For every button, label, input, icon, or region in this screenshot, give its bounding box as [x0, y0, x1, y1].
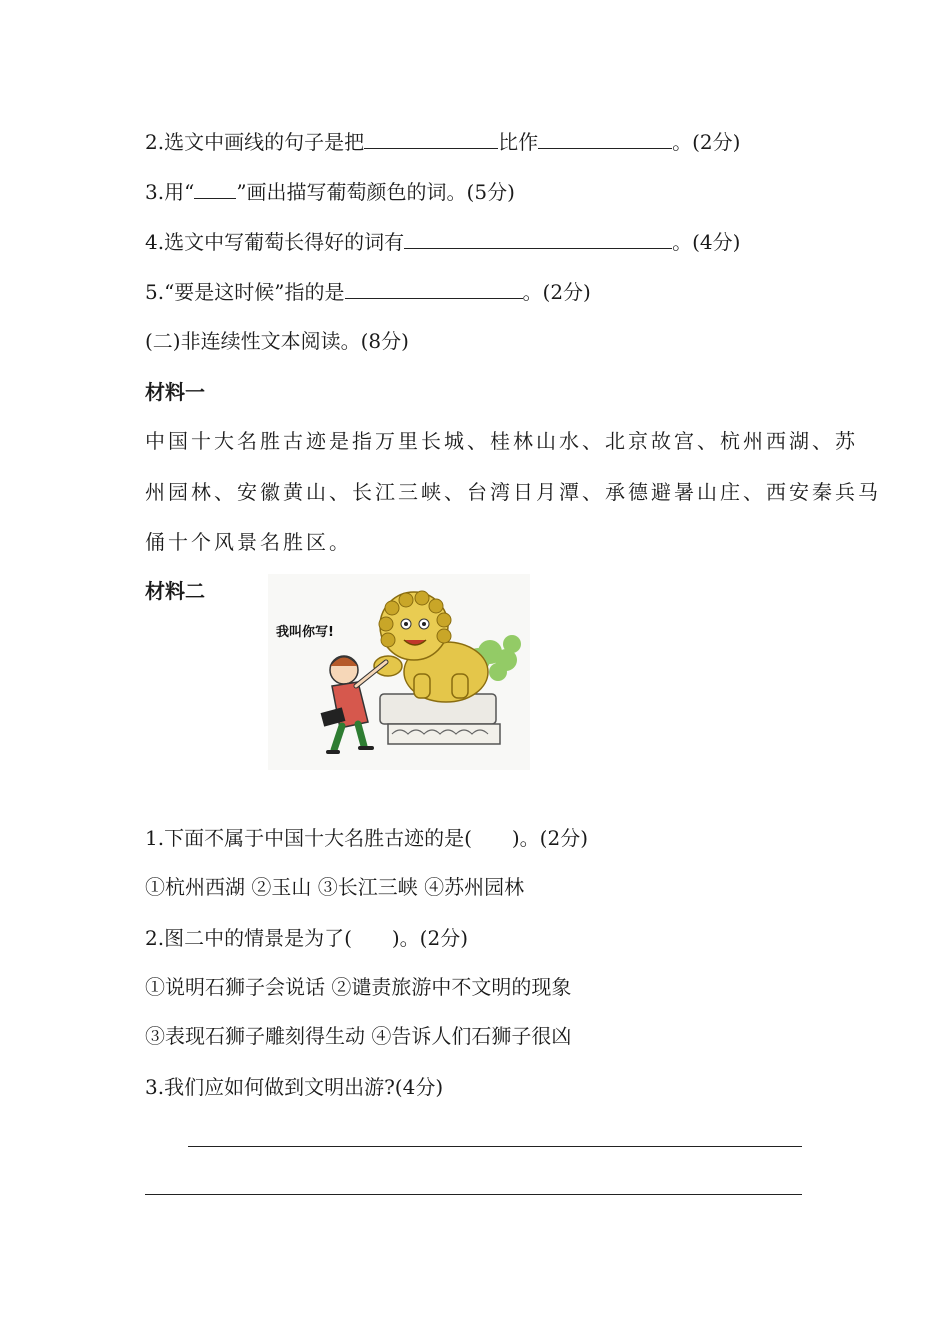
answer-blank[interactable] — [538, 128, 672, 149]
question-2 — [145, 128, 740, 156]
material-question-2: 2.图二中的情景是为了( )。(2分) — [145, 926, 469, 950]
q4-prefix: 4.选文中写葡萄长得好的词有 — [145, 230, 405, 254]
material-1-line: 州园林、安徽黄山、长江三峡、台湾日月潭、承德避暑山庄、西安秦兵马 — [145, 480, 881, 504]
lion-statue-cartoon — [268, 574, 530, 770]
question-5 — [145, 278, 591, 306]
answer-blank[interactable] — [345, 278, 523, 299]
section-title: (二)非连续性文本阅读。(8分) — [145, 329, 409, 353]
answer-blank[interactable] — [364, 128, 498, 149]
q5-suffix: 。(2分) — [522, 280, 591, 304]
answer-line[interactable] — [145, 1194, 802, 1195]
answer-line[interactable] — [188, 1146, 802, 1147]
material-1-heading: 材料一 — [145, 380, 205, 404]
q2-prefix: 2.选文中画线的句子是把 — [145, 130, 365, 154]
material-question-2-options-b: ③表现石狮子雕刻得生动 ④告诉人们石狮子很凶 — [145, 1024, 572, 1048]
speech-text: 我叫你写! — [276, 625, 334, 640]
material-1-line: 俑十个风景名胜区。 — [145, 530, 352, 554]
underline-sample — [194, 178, 236, 199]
material-question-1: 1.下面不属于中国十大名胜古迹的是( )。(2分) — [145, 826, 589, 850]
q2-suffix: 。(2分) — [672, 130, 741, 154]
q5-prefix: 5.“要是这时候”指的是 — [145, 280, 345, 304]
material-question-1-options: ①杭州西湖 ②玉山 ③长江三峡 ④苏州园林 — [145, 875, 525, 899]
material-2-heading: 材料二 — [145, 579, 205, 603]
answer-blank[interactable] — [404, 228, 672, 249]
question-4 — [145, 228, 740, 256]
material-1-line: 中国十大名胜古迹是指万里长城、桂林山水、北京故宫、杭州西湖、苏 — [145, 429, 858, 453]
q2-middle: 比作 — [498, 130, 539, 154]
cartoon-illustration — [268, 574, 530, 770]
material-question-2-options-a: ①说明石狮子会说话 ②谴责旅游中不文明的现象 — [145, 975, 572, 999]
q3-suffix: ”画出描写葡萄颜色的词。(5分) — [236, 180, 515, 204]
q3-prefix: 3.用“ — [145, 180, 195, 204]
question-3 — [145, 178, 515, 206]
q4-suffix: 。(4分) — [672, 230, 741, 254]
material-question-3: 3.我们应如何做到文明出游?(4分) — [145, 1075, 444, 1099]
